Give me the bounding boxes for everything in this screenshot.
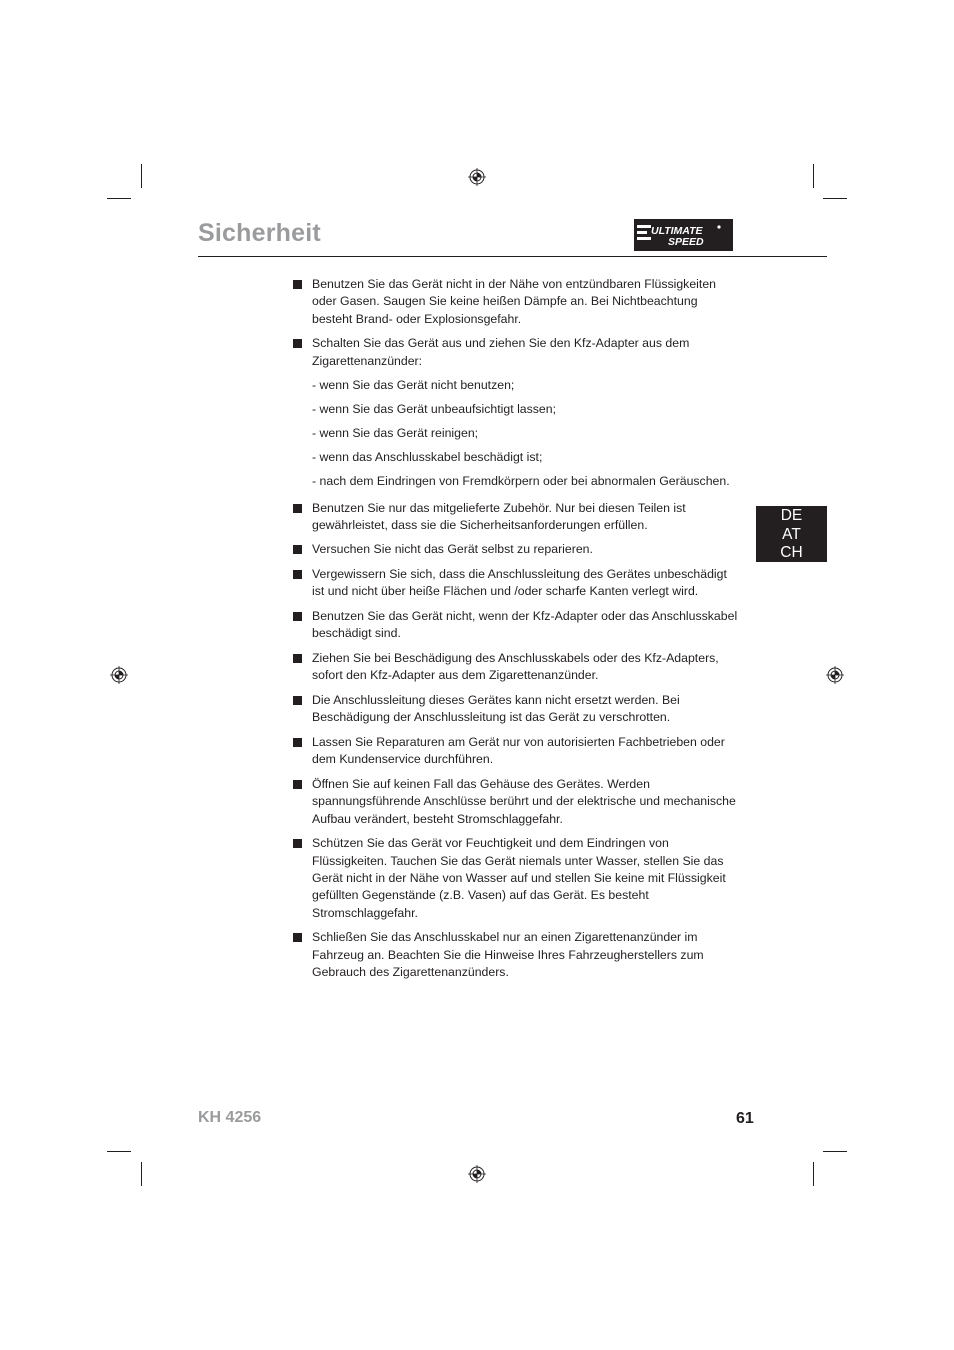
list-item (292, 500, 738, 535)
crop-mark (141, 164, 142, 188)
registration-mark-icon (110, 666, 128, 684)
language-at: AT (782, 525, 801, 543)
sub-list-item: - wenn Sie das Gerät unbeaufsichtigt lassen; (312, 402, 557, 417)
registration-mark-icon (826, 666, 844, 684)
list-item-text: Ziehen Sie bei Beschädigung des Anschlusskabels oder des Kfz-Adapters, sofort den Kfz-Adapter aus dem Zigarettenanzünder. (312, 651, 719, 683)
list-item (292, 566, 738, 601)
square-bullet-icon (293, 780, 302, 789)
crop-mark (823, 198, 847, 199)
crop-mark (813, 164, 814, 188)
sub-list-item: - nach dem Eindringen von Fremdkörpern oder bei abnormalen Geräuschen. (312, 474, 730, 489)
list-item-text: Benutzen Sie das Gerät nicht, wenn der Kfz-Adapter oder das Anschlusskabel beschädigt sind. (312, 609, 738, 641)
square-bullet-icon (293, 504, 302, 513)
square-bullet-icon (293, 570, 302, 579)
square-bullet-icon (293, 738, 302, 747)
list-item-text: Schalten Sie das Gerät aus und ziehen Sie den Kfz-Adapter aus dem Zigarettenanzünder: (312, 336, 690, 368)
list-item-text: Versuchen Sie nicht das Gerät selbst zu reparieren. (312, 542, 593, 557)
list-item-text: Öffnen Sie auf keinen Fall das Gehäuse des Gerätes. Werden spannungsführende Anschlüsse berührt und der elektrische und mechanische Aufbau verändert, besteht Stromschlaggefahr. (312, 777, 736, 826)
language-de: DE (780, 507, 803, 524)
page-title: Sicherheit (198, 219, 321, 247)
header-rule (198, 256, 827, 257)
logo-text-ultimate: ULTIMATE (651, 225, 703, 237)
square-bullet-icon (293, 696, 302, 705)
list-item (292, 541, 738, 558)
list-item (292, 776, 738, 828)
square-bullet-icon (293, 545, 302, 554)
square-bullet-icon (293, 654, 302, 663)
list-item-text: Vergewissern Sie sich, dass die Anschlussleitung des Gerätes unbeschädigt ist und nicht über heiße Flächen und /oder scharfe Kanten verlegt wird. (312, 567, 727, 599)
list-item-text: Schützen Sie das Gerät vor Feuchtigkeit und dem Eindringen von Flüssigkeiten. Tauchen Sie das Gerät niemals unter Wasser, stellen Sie das Gerät nicht in der Nähe von Wasser auf und stellen Sie keine mit Flüssigkeit gefüllten Gegenstände (z.B. Vasen) auf das Gerät. Es besteht Stromschlaggefahr. (312, 836, 726, 920)
square-bullet-icon (293, 839, 302, 848)
square-bullet-icon (293, 280, 302, 289)
square-bullet-icon (293, 933, 302, 942)
logo-text-speed: SPEED (668, 236, 704, 248)
list-item (292, 692, 738, 727)
list-item-text: Lassen Sie Reparaturen am Gerät nur von autorisierten Fachbetrieben oder dem Kundenservice durchführen. (312, 735, 725, 767)
safety-list (292, 276, 738, 989)
list-item-text: Die Anschlussleitung dieses Gerätes kann nicht ersetzt werden. Bei Beschädigung der Anschlussleitung ist das Gerät zu verschrotten. (312, 693, 680, 725)
list-item (292, 650, 738, 685)
list-item-text: Benutzen Sie das Gerät nicht in der Nähe von entzündbaren Flüssigkeiten oder Gasen. Saugen Sie keine heißen Dämpfe an. Bei Nichtbeachtung besteht Brand- oder Explosionsgefahr. (312, 277, 716, 326)
list-item-text: Benutzen Sie nur das mitgelieferte Zubehör. Nur bei diesen Teilen ist gewährleistet, dass sie die Sicherheitsanforderungen erfüllen. (312, 500, 686, 532)
registration-mark-icon (468, 1165, 486, 1183)
list-item-text: Schließen Sie das Anschlusskabel nur an einen Zigarettenanzünder im Fahrzeug an. Beachten Sie die Hinweise Ihres Fahrzeugherstellers zum Gebrauch des Zigarettenanzünders. (312, 930, 704, 979)
sub-list-item: - wenn Sie das Gerät nicht benutzen; (312, 378, 515, 393)
crop-mark (813, 1162, 814, 1186)
square-bullet-icon (293, 612, 302, 621)
crop-mark (107, 1151, 131, 1152)
language-tab (756, 506, 827, 562)
sub-list-item: - wenn das Anschlusskabel beschädigt ist; (312, 450, 543, 465)
page-number: 61 (736, 1110, 754, 1127)
list-item (292, 835, 738, 921)
crop-mark (823, 1151, 847, 1152)
registration-mark-icon (468, 168, 486, 186)
language-ch: CH (780, 544, 803, 561)
list-item (292, 335, 738, 370)
list-item (292, 608, 738, 643)
crop-mark (107, 198, 131, 199)
sub-list-item: - wenn Sie das Gerät reinigen; (312, 426, 479, 441)
list-item (292, 929, 738, 981)
crop-mark (141, 1162, 142, 1186)
model-number: KH 4256 (198, 1109, 262, 1126)
list-item (292, 734, 738, 769)
list-item (292, 276, 738, 328)
square-bullet-icon (293, 339, 302, 348)
ultimate-speed-logo (634, 219, 733, 251)
